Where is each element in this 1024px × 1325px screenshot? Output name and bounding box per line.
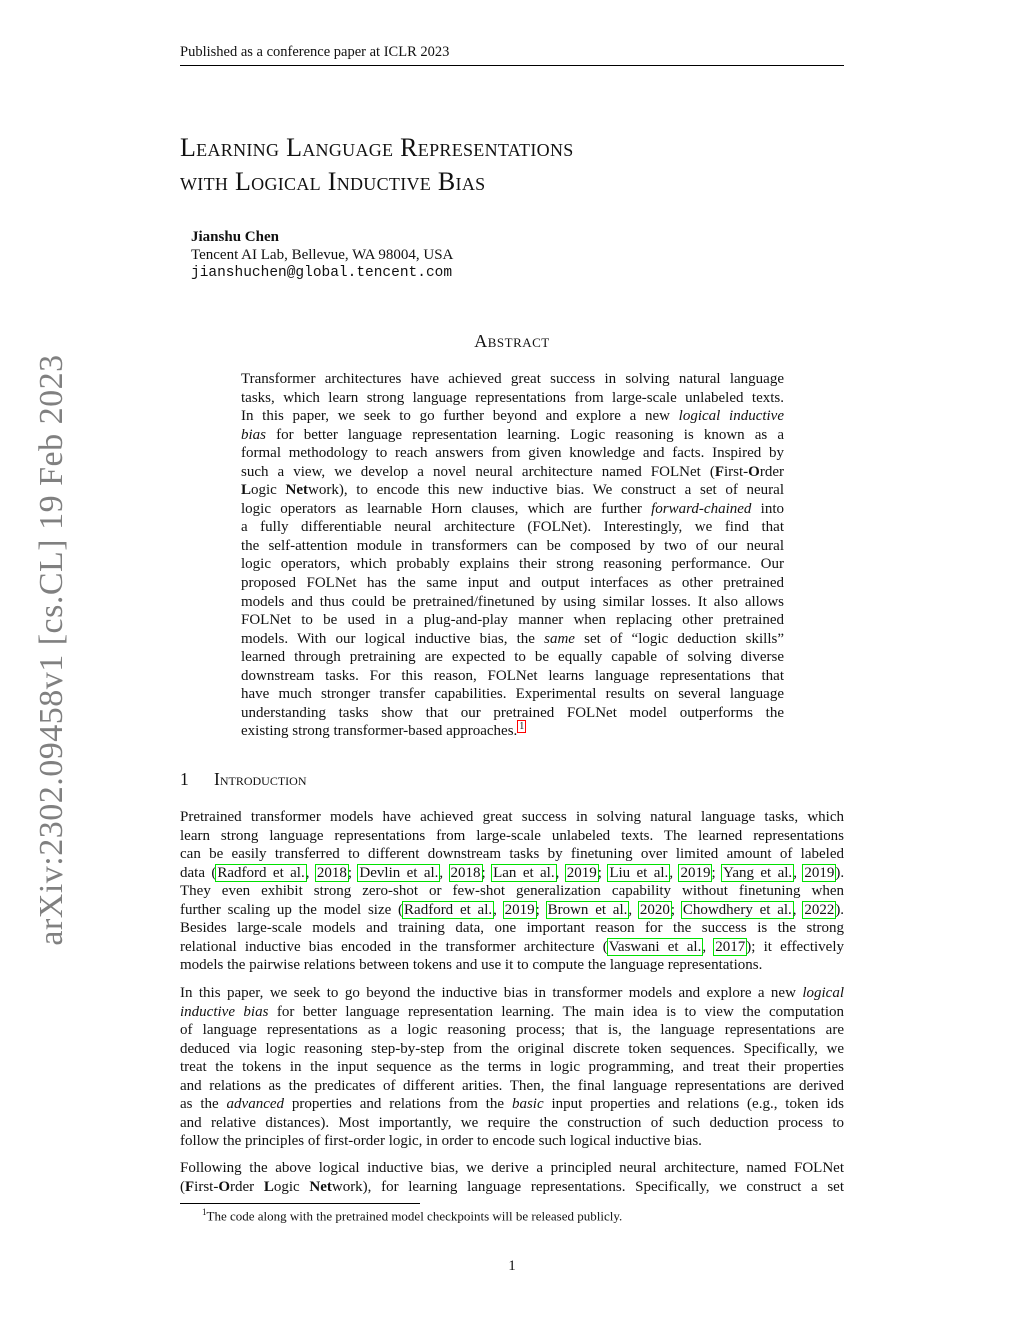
- para-line: and relative distances). Most importantly, we require the construction of such deduction process to: [180, 1114, 844, 1131]
- abstract-line: logic operators, which probably explains their strong reasoning performance. Our: [241, 556, 784, 573]
- para-line: deduced via logic reasoning step-by-step from the original discrete token sequences. Specifically, we: [180, 1040, 844, 1057]
- citation-link[interactable]: 2019: [504, 901, 535, 918]
- title-line-2: with Logical Inductive Bias: [180, 167, 486, 196]
- abstract-line: proposed FOLNet has the same input and output interfaces as other pretrained: [241, 575, 784, 592]
- abstract-line: Transformer architectures have achieved great success in solving natural language: [241, 371, 784, 387]
- abstract-line: models. With our logical inductive bias, the same set of “logic deduction skills”: [241, 630, 784, 647]
- text: further scaling up the model size (: [180, 901, 404, 918]
- section-title: Introduction: [214, 769, 307, 789]
- footnote-rule: [180, 1203, 420, 1204]
- para-line: treat the tokens in the input sequence as the terms in logic programming, and treat their properties: [180, 1059, 844, 1075]
- header-rule: [180, 65, 844, 66]
- para-line: Besides large-scale models and training data, one important reason for the success is the strong: [180, 920, 844, 936]
- footnote-text: The code along with the pretrained model checkpoints will be released publicly.: [206, 1208, 623, 1224]
- citation-link[interactable]: Lan et al.: [493, 864, 555, 881]
- abstract-line: In this paper, we seek to go further beyond and explore a new logical inductive: [241, 408, 784, 425]
- citation-link[interactable]: 2020: [639, 901, 670, 918]
- abstract-line: learned through pretraining are expected to be equally capable of solving diverse: [241, 649, 784, 666]
- citation-link[interactable]: Devlin et al.: [359, 864, 439, 881]
- section-number: 1: [180, 769, 189, 789]
- abstract-last-text: existing strong transformer-based approaches.: [241, 723, 518, 740]
- title-line-1: Learning Language Representations: [180, 133, 574, 162]
- para-line: models the pairwise relations between tokens and use it to compute the language representations.: [180, 957, 763, 973]
- para-line: Following the above logical inductive bias, we derive a principled neural architecture, named FOLNet: [180, 1160, 844, 1176]
- para-line: inductive bias for better language representation learning. The main idea is to view the computation: [180, 1003, 844, 1020]
- section-heading: [180, 769, 307, 790]
- footnote-mark: 1: [202, 1207, 207, 1217]
- citation-link[interactable]: 2018: [450, 864, 481, 881]
- citation-link[interactable]: 2022: [804, 901, 835, 918]
- para-line-citations: further scaling up the model size (Radford et al., 2019; Brown et al., 2020; Chowdhery et al., 2022).: [180, 901, 845, 918]
- abstract-line: the self-attention module in transformers can be composed by two of our neural: [241, 537, 784, 554]
- citation-link[interactable]: Radford et al.: [404, 901, 493, 918]
- citation-link[interactable]: Yang et al.: [723, 864, 793, 881]
- abstract-line: such a view, we develop a novel neural architecture named FOLNet (First-Order: [241, 463, 784, 480]
- abstract-line: tasks, which learn strong language representations from large-scale unlabeled texts.: [241, 389, 784, 406]
- para-line: They even exhibit strong zero-shot or few-shot generalization capability without finetuning when: [180, 883, 844, 899]
- para-line: In this paper, we seek to go beyond the inductive bias in transformer models and explore a new logical: [180, 985, 844, 1001]
- citation-link[interactable]: 2018: [316, 864, 347, 881]
- abstract-line: downstream tasks. For this reason, FOLNet learns language representations that: [241, 667, 784, 684]
- running-header: Published as a conference paper at ICLR 2023: [180, 44, 450, 60]
- citation-link[interactable]: 2019: [804, 864, 835, 881]
- para-line: as the advanced properties and relations from the basic input properties and relations (e.g., token ids: [180, 1096, 844, 1112]
- text: ).: [835, 864, 845, 881]
- citation-link[interactable]: 2019: [680, 864, 711, 881]
- author-affiliation: Tencent AI Lab, Bellevue, WA 98004, USA: [191, 247, 454, 263]
- citation-link[interactable]: Brown et al.: [547, 901, 628, 918]
- arxiv-stamp[interactable]: arXiv:2302.09458v1 [cs.CL] 19 Feb 2023: [33, 354, 70, 946]
- footnote: [202, 1207, 622, 1224]
- text: relational inductive bias encoded in the transformer architecture (: [180, 938, 608, 955]
- text: ).: [835, 901, 845, 918]
- para-line: follow the principles of first-order logic, in order to encode such logical inductive bias.: [180, 1133, 702, 1149]
- paragraph-1: [180, 808, 844, 975]
- paragraph-3: [180, 1159, 844, 1196]
- author-email[interactable]: jianshuchen@global.tencent.com: [191, 265, 453, 281]
- paper-title: [180, 131, 844, 199]
- abstract-line: understanding tasks show that our pretrained FOLNet model outperforms the: [241, 704, 784, 721]
- para-line: of language representations as a logic reasoning process; that is, the language representations are: [180, 1022, 844, 1038]
- para-line: can be easily transferred to different downstream tasks by finetuning over limited amount of labeled: [180, 846, 844, 862]
- abstract-line: logic operators as learnable Horn clauses, which are further forward-chained into: [241, 500, 784, 517]
- para-line-citations: relational inductive bias encoded in the transformer architecture (Vaswani et al., 2017); it effectively: [180, 938, 845, 955]
- citation-link[interactable]: Radford et al.: [217, 864, 305, 881]
- para-line: and relations as the predicates of different arities. Then, the final language representations are derived: [180, 1077, 844, 1094]
- citation-link[interactable]: 2019: [566, 864, 597, 881]
- citation-link[interactable]: 2017: [715, 938, 746, 955]
- para-line: (First-Order Logic Network), for learning language representations. Specifically, we construct a set: [180, 1178, 844, 1195]
- abstract-heading: Abstract: [474, 331, 550, 351]
- citation-link[interactable]: Vaswani et al.: [608, 938, 702, 955]
- para-line: Pretrained transformer models have achieved great success in solving natural language tasks, which: [180, 809, 844, 825]
- para-line-citations: data (Radford et al., 2018; Devlin et al., 2018; Lan et al., 2019; Liu et al., 2019; Yang et al., 2019).: [180, 864, 845, 881]
- abstract-line: FOLNet to be used in a plug-and-play manner when replacing other pretrained: [241, 612, 784, 629]
- author-block: [191, 228, 453, 282]
- text: ); it effectively: [746, 938, 845, 955]
- abstract-line: a fully differentiable neural architecture (FOLNet). Interestingly, we find that: [241, 519, 784, 536]
- paragraph-2: [180, 984, 844, 1151]
- abstract-line: [241, 722, 784, 741]
- footnote-link[interactable]: 1: [519, 721, 525, 733]
- abstract-body: [241, 370, 784, 741]
- text: data (: [180, 864, 217, 881]
- abstract-line: Logic Network), to encode this new inductive bias. We construct a set of neural: [241, 482, 784, 499]
- abstract-line: have much stronger transfer capabilities. Experimental results on several language: [241, 686, 784, 703]
- abstract-line: models and thus could be pretrained/finetuned by using similar losses. It also allows: [241, 593, 784, 610]
- citation-link[interactable]: Liu et al.: [609, 864, 669, 881]
- abstract-line: bias for better language representation learning. Logic reasoning is known as a: [241, 426, 784, 443]
- page-number: 1: [508, 1258, 516, 1274]
- abstract-line: formal methodology to reach answers from given knowledge and facts. Inspired by: [241, 445, 784, 462]
- para-line: learn strong language representations from large-scale unlabeled texts. The learned representations: [180, 827, 844, 844]
- citation-link[interactable]: Chowdhery et al.: [682, 901, 792, 918]
- author-name: Jianshu Chen: [191, 229, 279, 245]
